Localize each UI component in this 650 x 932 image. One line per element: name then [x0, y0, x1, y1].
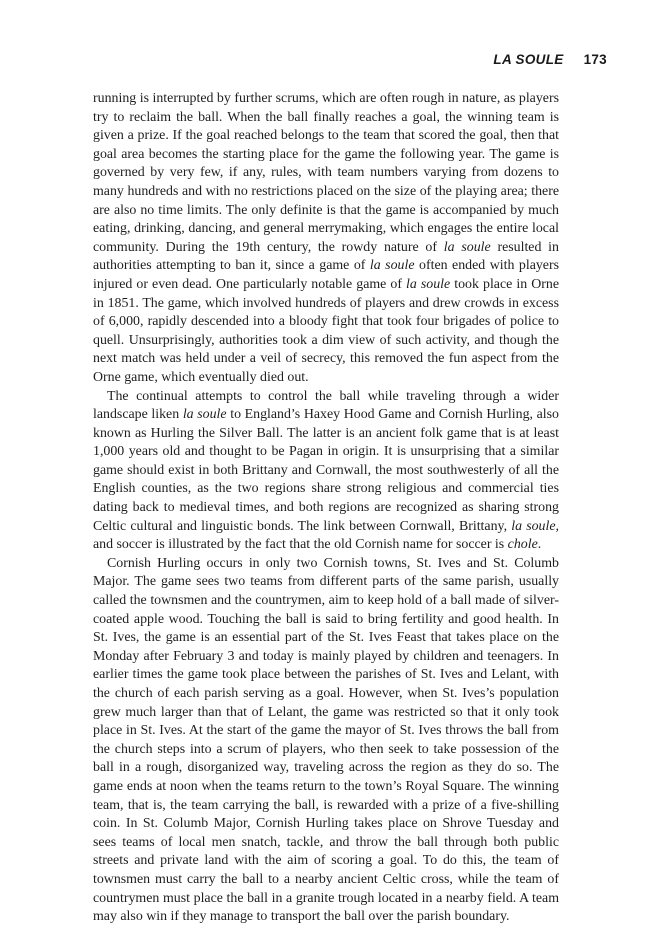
- italic-term: la soule,: [511, 518, 559, 534]
- text-segment: Cornish Hurling occurs in only two Cornish towns, St. Ives and St. Columb Major. The game sees two teams from different parts of the same parish, usually called the townsmen and the countrymen, aim to keep hold of a ball made of silver-coated apple wood. Touching the ball is said to bring fertility and good health. In St. Ives, the game is an essential part of the St. Ives Feast that takes place on the Monday after February 3 and today is mainly played by children and teenagers. In earlier times the game took place between the parishes of St. Ives and Lelant, with the church of each parish serving as a goal. However, when St. Ives’s population grew much larger than that of Lelant, the game was restricted so that it only took place in St. Ives. At the start of the game the mayor of St. Ives throws the ball from the church steps into a scrum of players, who then seek to take possession of the ball in a rough, disorganized way, traveling across the region as they do so. The game ends at noon when the teams return to the town’s Royal Square. The winning team, that is, the team carrying the ball, is rewarded with a prize of a five-shilling coin. In St. Columb Major, Cornish Hurling takes place on Shrove Tuesday and sees teams of local men snatch, tackle, and throw the ball through both public streets and private land with the aim of scoring a goal. To do this, the team of townsmen must carry the ball to a nearby ancient Celtic cross, while the team of countrymen must place the ball in a granite trough located in a nearby field. A team may also win if they manage to transport the ball over the parish boundary.: [93, 555, 559, 925]
- text-segment: The continual attempts to control the ball while traveling through a wider landscape liken: [93, 388, 559, 423]
- italic-term: chole: [507, 537, 538, 553]
- italic-term: la soule: [182, 407, 227, 423]
- text-segment: resulted in authorities attempting to ban it, since a game of: [93, 239, 559, 274]
- running-head: [493, 52, 607, 67]
- text-segment: to England’s Haxey Hood Game and Cornish Hurling, also known as Hurling the Silver Ball. The latter is an ancient folk game that is at least 1,000 years old and thought to be Pagan in origin. It is unsurprising that a similar game should exist in both Brittany and Cornwall, the most southwesterly of all the English counties, as the two regions share strong religious and commercial ties dating back to medieval times, and both regions are recognized as sharing strong Celtic cultural and linguistic bonds. The link between Cornwall, Brittany,: [93, 407, 560, 534]
- italic-term: la soule: [443, 239, 491, 255]
- paragraph-1: [93, 90, 559, 388]
- italic-term: la soule: [406, 276, 451, 292]
- paragraph-2: [93, 388, 559, 555]
- text-segment: and soccer is illustrated by the fact that the old Cornish name for soccer is: [93, 537, 508, 553]
- text-segment: .: [537, 537, 542, 553]
- page-number: 173: [583, 52, 607, 67]
- running-title: LA SOULE: [493, 52, 564, 67]
- italic-term: la soule: [369, 258, 415, 274]
- text-segment: often ended with players injured or even dead. One particularly notable game of: [93, 258, 559, 292]
- text-segment: took place in Orne in 1851. The game, which involved hundreds of players and drew crowds in excess of 6,000, rapidly descended into a bloody fight that took four brigades of police to quell. Unsurprisingly, authorities took a dim view of such activity, and though the next match was held under a veil of secrecy, this removed the fun aspect from the Orne game, which eventually died out.: [93, 276, 559, 385]
- body-text: [93, 90, 559, 927]
- paragraph-3: [93, 555, 559, 927]
- text-segment: running is interrupted by further scrums, which are often rough in nature, as players try to reclaim the ball. When the ball finally reaches a goal, the winning team is given a prize. If the goal reached belongs to the team that scored the goal, then that goal area becomes the starting place for the game the following year. The game is governed by very few, if any, rules, with team numbers varying from dozens to many hundreds and with no restrictions placed on the size of the playing area; there are also no time limits. The only definite is that the game is accompanied by much eating, drinking, dancing, and general merrymaking, which engages the entire local community. During the 19th century, the rowdy nature of: [93, 91, 559, 255]
